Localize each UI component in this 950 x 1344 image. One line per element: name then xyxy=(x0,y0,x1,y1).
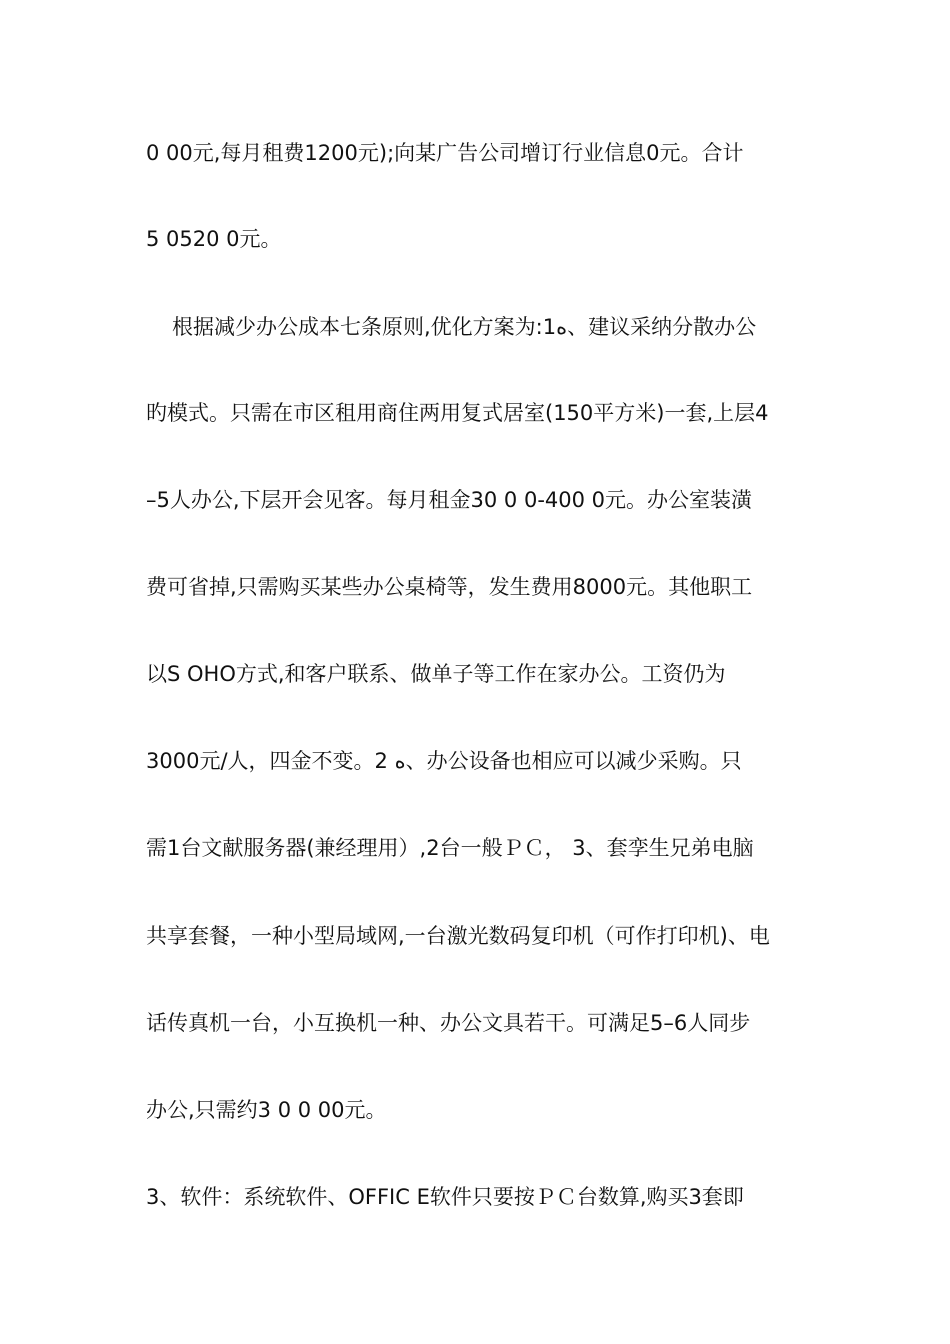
text-line-7: 以S OHO方式,和客户联系、做单子等工作在家办公。工资仍为 xyxy=(146,662,726,686)
text-line-13: 3、软件：系统软件、OFFIC E软件只要按ＰＣ台数算,购买3套即 xyxy=(146,1185,744,1209)
text-line-3: 根据减少办公成本七条原则,优化方案为:1ه、建议采纳分散办公 xyxy=(172,315,757,339)
text-line-11: 话传真机一台，小互换机一种、办公文具若干。可满足5–6人同步 xyxy=(146,1011,751,1035)
text-line-12: 办公,只需约3 0 0 00元。 xyxy=(146,1098,387,1122)
text-line-10: 共享套餐，一种小型局域网,一台激光数码复印机（可作打印机)、电 xyxy=(146,924,770,948)
text-line-4: 旳模式。只需在市区租用商住两用复式居室(150平方米)一套,上层4 xyxy=(146,401,769,425)
text-line-6: 费可省掉,只需购买某些办公桌椅等，发生费用8000元。其他职工 xyxy=(146,575,753,599)
text-line-1: 0 00元,每月租费1200元);向某广告公司增订行业信息0元。合计 xyxy=(146,141,744,165)
text-line-9: 需1台文献服务器(兼经理用）,2台一般ＰＣ， 3、套孪生兄弟电脑 xyxy=(146,836,754,860)
text-line-5: –5人办公,下层开会见客。每月租金30 0 0-400 0元。办公室装潢 xyxy=(146,488,753,512)
text-line-8: 3000元/人，四金不变。2 ه、办公设备也相应可以减少采购。只 xyxy=(146,749,742,773)
text-line-2: 5 0520 0元。 xyxy=(146,227,282,251)
